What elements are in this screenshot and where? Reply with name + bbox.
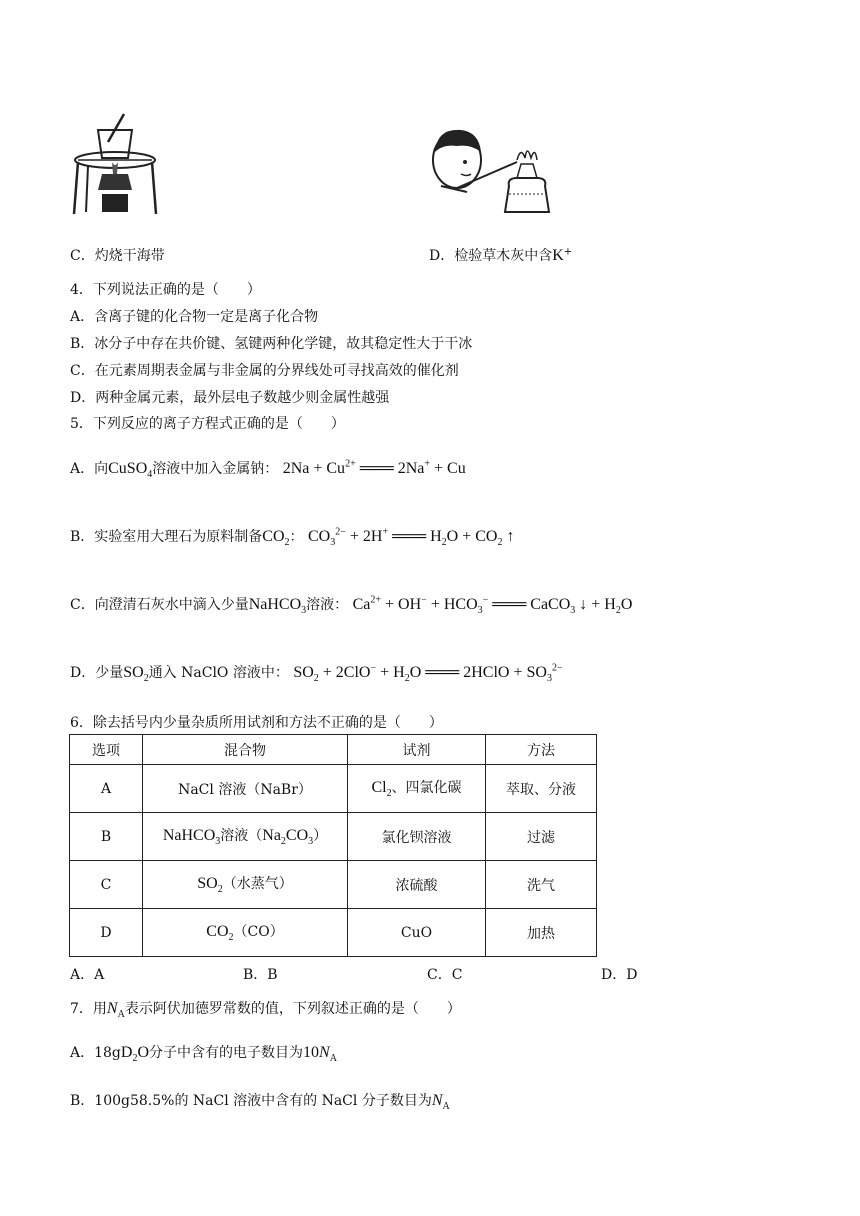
- q4-option-d: D．两种金属元素，最外层电子数越少则金属性越强: [70, 390, 390, 406]
- q6-answer-a: A．A: [70, 967, 105, 983]
- q5-option-c: C．向澄清石灰水中滴入少量NaHCO$_3$溶液： $Ca^{2+} + OH^- + HCO_3^-$ ═══ CaCO$_3$ ↓ + $H_2O$: [70, 594, 633, 617]
- row-option: C: [70, 861, 143, 909]
- row-option: B: [70, 813, 143, 861]
- q4-option-b: B．冰分子中存在共价键、氢键两种化学键，故其稳定性大于干冰: [70, 336, 473, 352]
- row-reagent: 氯化钡溶液: [348, 813, 486, 861]
- header-mixture: 混合物: [143, 735, 348, 765]
- row-method: 萃取、分液: [486, 765, 597, 813]
- header-reagent: 试剂: [348, 735, 486, 765]
- q7-stem: 7．用$N_A$表示阿伏加德罗常数的值，下列叙述正确的是（ ）: [70, 1000, 461, 1021]
- row-method: 过滤: [486, 813, 597, 861]
- q5-stem: 5．下列反应的离子方程式正确的是（ ）: [70, 416, 345, 432]
- q4-option-c: C．在元素周期表金属与非金属的分界线处可寻找高效的催化剂: [70, 363, 459, 379]
- figure-d-caption: D．检验草木灰中含K+: [429, 246, 573, 264]
- q5-option-a: A．向CuSO$_4$溶液中加入金属钠： $2Na + Cu^{2+}$ ═══ 2Na+ + Cu: [70, 458, 466, 481]
- table-header-row: [70, 735, 597, 765]
- row-method: 洗气: [486, 861, 597, 909]
- row-mixture: NaCl 溶液（NaBr）: [143, 765, 348, 813]
- row-option: A: [70, 765, 143, 813]
- table-row: [70, 813, 597, 861]
- row-reagent: $Cl_2$、四氯化碳: [348, 765, 486, 813]
- q6-answer-c: C．C: [427, 967, 463, 983]
- q7-option-a: A．$18gD_2O$分子中含有的电子数目为$10N_A$: [70, 1044, 337, 1065]
- burning-kelp-apparatus-figure: [70, 112, 160, 220]
- row-reagent: 浓硫酸: [348, 861, 486, 909]
- q6-answer-b: B．B: [243, 967, 278, 983]
- q6-answer-d: D．D: [601, 967, 638, 983]
- q5-option-d: D．少量$SO_2$通入 NaClO 溶液中： $SO_2 + 2ClO^- + H_2O$ ═══ 2HClO + $SO_3^{2-}$: [70, 662, 563, 685]
- table-row: [70, 909, 597, 957]
- row-option: D: [70, 909, 143, 957]
- row-mixture: $CO_2(CO)$: [143, 909, 348, 957]
- row-reagent: CuO: [348, 909, 486, 957]
- row-method: 加热: [486, 909, 597, 957]
- row-mixture: NaHCO$_3$溶液$(Na_2CO_3)$: [143, 813, 348, 861]
- row-mixture: $SO_2$（水蒸气）: [143, 861, 348, 909]
- q4-option-a: A．含离子键的化合物一定是离子化合物: [70, 309, 319, 325]
- header-option: 选项: [70, 735, 143, 765]
- figure-c-caption: C．灼烧干海带: [70, 248, 165, 264]
- q6-stem: 6．除去括号内少量杂质所用试剂和方法不正确的是（ ）: [70, 715, 443, 731]
- q4-stem: 4．下列说法正确的是（ ）: [70, 282, 261, 298]
- q6-options-table: [69, 734, 597, 957]
- q5-option-b: B．实验室用大理石为原料制备$CO_2$： $CO_3^{2-} + 2H^+$ ═══ $H_2O + CO_2$ ↑: [70, 526, 515, 549]
- table-row: [70, 861, 597, 909]
- header-method: 方法: [486, 735, 597, 765]
- table-row: [70, 765, 597, 813]
- q7-option-b: B．100g58.5%的 NaCl 溶液中含有的 NaCl 分子数目为$N_A$: [70, 1092, 450, 1113]
- flame-test-figure: [427, 122, 557, 220]
